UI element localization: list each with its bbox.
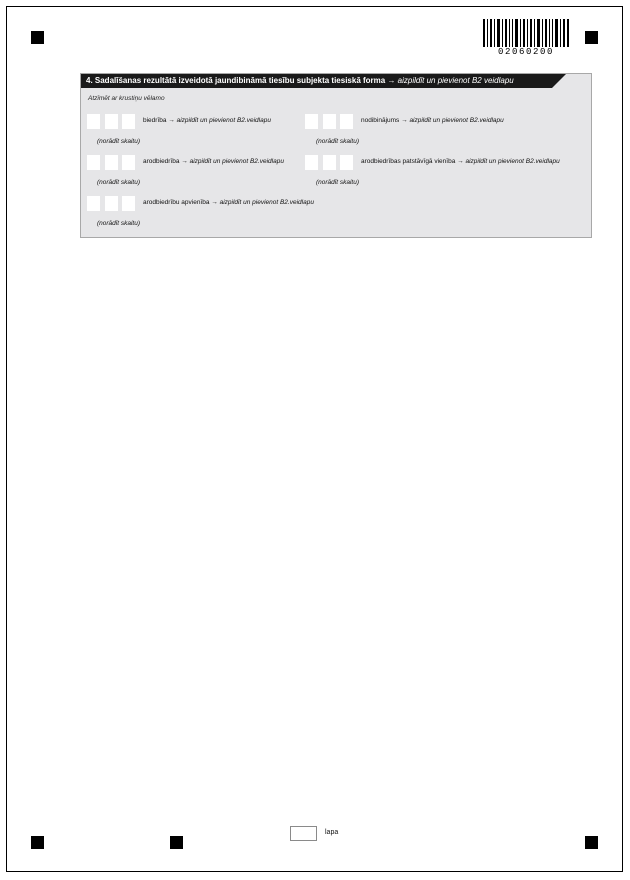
- count-digit-2[interactable]: [105, 155, 118, 170]
- count-digit-2[interactable]: [323, 114, 336, 129]
- option-label: arodbiedrības patstāvīgā vienība → aizpildīt un pievienot B2.veidlapu: [361, 158, 560, 165]
- option-label: biedrība → aizpildīt un pievienot B2.veidlapu: [143, 117, 271, 124]
- registration-mark-top-left: [31, 31, 44, 44]
- section-title-instruction: aizpildīt un pievienot B2 veidlapu: [397, 76, 514, 85]
- option-note: (norādīt skaitu): [97, 138, 140, 145]
- option-note: (norādīt skaitu): [316, 138, 359, 145]
- registration-mark-bottom-left: [31, 836, 44, 849]
- registration-mark-top-right: [585, 31, 598, 44]
- page-number-field[interactable]: [290, 826, 317, 841]
- section-header: [81, 74, 552, 88]
- count-digit-3[interactable]: [122, 155, 135, 170]
- page-number-label: lapa: [325, 829, 339, 836]
- option-note: (norādīt skaitu): [97, 179, 140, 186]
- count-digit-3[interactable]: [122, 196, 135, 211]
- option-note: (norādīt skaitu): [97, 220, 140, 227]
- legal-form-section: [80, 73, 592, 238]
- count-digit-2[interactable]: [323, 155, 336, 170]
- count-digit-1[interactable]: [305, 114, 318, 129]
- count-digit-3[interactable]: [340, 114, 353, 129]
- count-digit-2[interactable]: [105, 114, 118, 129]
- count-digit-3[interactable]: [340, 155, 353, 170]
- registration-mark-bottom-right: [585, 836, 598, 849]
- option-label: arodbiedrību apvienība → aizpildīt un pievienot B2.veidlapu: [143, 199, 314, 206]
- section-title: 4. Sadalīšanas rezultātā izveidotā jaundibināmā tiesību subjekta tiesiskā forma: [86, 76, 386, 85]
- section-instruction: Atzīmēt ar krustiņu vēlamo: [88, 95, 165, 102]
- section-header-tail: [552, 74, 566, 88]
- option-note: (norādīt skaitu): [316, 179, 359, 186]
- count-digit-2[interactable]: [105, 196, 118, 211]
- registration-mark-bottom-middle: [170, 836, 183, 849]
- count-digit-1[interactable]: [87, 114, 100, 129]
- barcode-number: 02060200: [497, 47, 554, 57]
- option-label: arodbiedrība → aizpildīt un pievienot B2.veidlapu: [143, 158, 284, 165]
- count-digit-3[interactable]: [122, 114, 135, 129]
- barcode: [483, 19, 569, 47]
- count-digit-1[interactable]: [87, 155, 100, 170]
- count-digit-1[interactable]: [87, 196, 100, 211]
- count-digit-1[interactable]: [305, 155, 318, 170]
- section-title-arrow: →: [385, 76, 398, 85]
- option-label: nodibinājums → aizpildīt un pievienot B2.veidlapu: [361, 117, 504, 124]
